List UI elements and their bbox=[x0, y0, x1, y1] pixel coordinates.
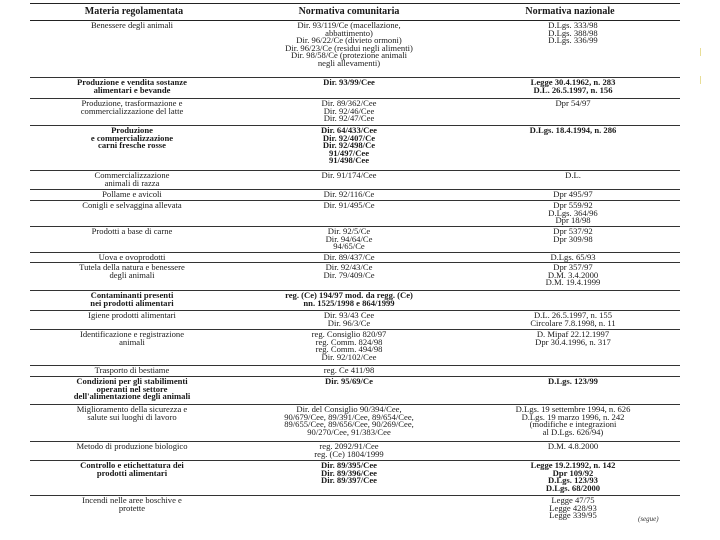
cell-line: alimentari e bevande bbox=[93, 84, 171, 95]
cell-line: dell'alimentazione degli animali bbox=[73, 391, 191, 402]
table-header bbox=[30, 3, 680, 21]
table-row bbox=[30, 201, 680, 227]
nazionale-cell bbox=[460, 330, 680, 365]
cell-line: D.Lgs. 123/93 bbox=[548, 475, 598, 486]
cell-line: Dir. 95/69/Ce bbox=[325, 377, 373, 386]
cell-line: operanti nel settore bbox=[96, 383, 168, 394]
materia-cell bbox=[30, 291, 238, 310]
cell-line: Contaminanti presenti bbox=[90, 291, 174, 300]
cell-line: 91/498/Cee bbox=[328, 155, 370, 166]
cell-line: (modifiche e integrazioni bbox=[529, 419, 617, 430]
nazionale-cell bbox=[460, 263, 680, 290]
cell-line: D.Lgs. 65/93 bbox=[550, 253, 596, 262]
table-row bbox=[30, 291, 680, 311]
cell-line: 90/270/Cee, 91/383/Cee bbox=[307, 426, 391, 437]
materia-cell bbox=[30, 496, 238, 522]
cell-line: negli allevamenti) bbox=[317, 57, 381, 68]
comunitaria-cell bbox=[238, 21, 460, 77]
cell-line: Metodo di produzione biologico bbox=[76, 442, 188, 451]
cell-line: Trasporto di bestiame bbox=[94, 366, 170, 375]
cell-line: Legge 47/75 bbox=[551, 496, 595, 505]
nazionale-cell bbox=[460, 461, 680, 495]
side-marks bbox=[700, 38, 702, 94]
materia-cell bbox=[30, 78, 238, 98]
cell-line: Benessere degli animali bbox=[90, 21, 174, 30]
cell-line: Dir. 93/119/Ce (macellazione, bbox=[297, 21, 401, 30]
comunitaria-cell bbox=[238, 201, 460, 226]
cell-line: Dpr 54/97 bbox=[555, 99, 591, 108]
cell-line: 89/655/Cee, 89/656/Cee, 90/269/Cee, bbox=[284, 419, 414, 430]
table-row bbox=[30, 461, 680, 496]
comunitaria-cell bbox=[238, 227, 460, 252]
cell-line: Dir. 96/22/Ce (divieto ormoni) bbox=[296, 35, 402, 46]
cell-line: Tutela della natura e benessere bbox=[79, 263, 185, 272]
cell-line: D.M. 19.4.1999 bbox=[545, 277, 601, 288]
cell-line: Dir. 91/174/Cee bbox=[321, 171, 377, 180]
cell-line: D.Lgs. 388/98 bbox=[548, 27, 598, 38]
nazionale-cell bbox=[460, 377, 680, 404]
cell-line: commercializzazione del latte bbox=[80, 105, 184, 116]
cell-line: 91/497/Cee bbox=[328, 147, 370, 158]
nazionale-cell bbox=[460, 21, 680, 77]
cell-line: al D.Lgs. 626/94) bbox=[542, 426, 604, 437]
cell-line: Legge 339/95 bbox=[549, 510, 597, 521]
cell-line: e commercializzazione bbox=[90, 132, 174, 143]
nazionale-cell bbox=[460, 253, 680, 262]
nazionale-cell bbox=[460, 190, 680, 200]
cell-line: Dir. 96/23/Ce (residui negli alimenti) bbox=[285, 42, 413, 53]
cell-line: Incendi nelle aree boschive e bbox=[82, 496, 182, 505]
comunitaria-cell bbox=[238, 496, 460, 522]
cell-line: Dir. 79/409/Ce bbox=[323, 269, 375, 280]
comunitaria-cell bbox=[238, 253, 460, 262]
cell-line: degli animali bbox=[109, 269, 155, 280]
cell-line: reg. (Ce) 194/97 mod. da regg. (Ce) bbox=[285, 291, 413, 300]
side-mark: | bbox=[700, 75, 702, 84]
materia-cell bbox=[30, 190, 238, 200]
materia-cell bbox=[30, 311, 238, 329]
materia-cell bbox=[30, 253, 238, 262]
cell-line: Dir. 92/498/Ce bbox=[322, 140, 376, 151]
cell-line: Commercializzazione bbox=[94, 171, 170, 180]
table-row bbox=[30, 21, 680, 78]
cell-line: reg. Comm. 824/98 bbox=[315, 336, 383, 347]
materia-cell bbox=[30, 405, 238, 441]
nazionale-cell bbox=[460, 366, 680, 376]
cell-line: Circolare 7.8.1998, n. 11 bbox=[530, 317, 616, 328]
cell-line: D.Lgs. 364/96 bbox=[548, 207, 598, 218]
comunitaria-cell bbox=[238, 377, 460, 404]
regulation-table bbox=[30, 3, 680, 522]
table-row bbox=[30, 227, 680, 253]
materia-cell bbox=[30, 171, 238, 189]
cell-line: carni fresche rosse bbox=[98, 140, 166, 151]
cell-line: Pollame e avicoli bbox=[102, 190, 162, 199]
cell-line: Dir. 89/362/Cee bbox=[321, 99, 377, 108]
cell-line: Dir. 92/47/Cee bbox=[323, 113, 375, 124]
cell-line: D.Lgs. 18.4.1994, n. 286 bbox=[529, 126, 617, 135]
cell-line: Dpr 18/98 bbox=[555, 215, 591, 226]
header-comunitaria: Normativa comunitaria bbox=[298, 6, 400, 17]
table-row bbox=[30, 405, 680, 442]
cell-line: Conigli e selvaggina allevata bbox=[82, 201, 182, 210]
side-mark: | bbox=[700, 47, 702, 56]
comunitaria-cell bbox=[238, 442, 460, 460]
nazionale-cell bbox=[460, 227, 680, 252]
cell-line: Dir. 92/407/Ce bbox=[322, 132, 376, 143]
comunitaria-cell bbox=[238, 190, 460, 200]
table-row bbox=[30, 496, 680, 522]
header-materia: Materia regolamentata bbox=[84, 6, 184, 17]
comunitaria-cell bbox=[238, 171, 460, 189]
cell-line: abbattimento) bbox=[325, 27, 373, 38]
cell-line: Dir. 98/58/Ce (protezione animali bbox=[291, 50, 407, 61]
cell-line: D.Lgs. 333/98 bbox=[548, 21, 598, 30]
materia-cell bbox=[30, 263, 238, 290]
cell-line: Produzione e vendita sostanze bbox=[77, 78, 187, 87]
nazionale-cell bbox=[460, 311, 680, 329]
cell-line: salute sui luoghi di lavoro bbox=[87, 411, 177, 422]
comunitaria-cell bbox=[238, 126, 460, 170]
materia-cell bbox=[30, 21, 238, 77]
materia-cell bbox=[30, 330, 238, 365]
table-row bbox=[30, 366, 680, 377]
cell-line: Identificazione e registrazione bbox=[79, 330, 185, 339]
cell-line: D.L. bbox=[565, 171, 581, 180]
table-row bbox=[30, 78, 680, 99]
nazionale-cell bbox=[460, 442, 680, 460]
comunitaria-cell bbox=[238, 405, 460, 441]
cell-line: 94/65/Ce bbox=[333, 241, 365, 252]
table-row bbox=[30, 311, 680, 330]
cell-line: Dpr 109/92 bbox=[552, 467, 594, 478]
header-nazionale: Normativa nazionale bbox=[525, 6, 615, 17]
cell-line: Dpr 357/97 bbox=[553, 263, 593, 272]
materia-cell bbox=[30, 227, 238, 252]
cell-line: nei prodotti alimentari bbox=[90, 297, 174, 308]
table-row bbox=[30, 99, 680, 126]
table-row bbox=[30, 190, 680, 201]
cell-line: Legge 30.4.1962, n. 283 bbox=[530, 78, 616, 87]
cell-line: Dpr 309/98 bbox=[553, 233, 593, 244]
materia-cell bbox=[30, 99, 238, 125]
comunitaria-cell bbox=[238, 99, 460, 125]
cell-line: Dir. 89/397/Cee bbox=[320, 475, 377, 486]
cell-line: Dir. 93/43 Cee bbox=[323, 311, 375, 320]
cell-line: Dir. 91/495/Ce bbox=[323, 201, 375, 210]
cell-line: reg. 2092/91/Cee bbox=[319, 442, 379, 451]
cell-line: D.Lgs. 68/2000 bbox=[545, 482, 601, 493]
materia-cell bbox=[30, 442, 238, 460]
cell-line: Dir. del Consiglio 90/394/Cee, bbox=[296, 405, 402, 414]
nazionale-cell bbox=[460, 291, 680, 310]
cell-line: Dpr 537/92 bbox=[553, 227, 593, 236]
cell-line: protette bbox=[118, 502, 146, 513]
cell-line: Dir. 89/437/Ce bbox=[323, 253, 375, 262]
comunitaria-cell bbox=[238, 291, 460, 310]
cell-line: Controllo e etichettatura dei bbox=[80, 461, 184, 470]
cell-line: Condizioni per gli stabilimenti bbox=[76, 377, 188, 386]
table-row bbox=[30, 330, 680, 366]
nazionale-cell bbox=[460, 201, 680, 226]
cell-line: D. Mipaf 22.12.1997 bbox=[536, 330, 610, 339]
cell-line: Dir. 92/102/Cee bbox=[321, 351, 377, 362]
cell-line: 90/679/Cee, 89/391/Cee, 89/654/Cee, bbox=[284, 411, 414, 422]
comunitaria-cell bbox=[238, 461, 460, 495]
cell-line: D.M. 3.4.2000 bbox=[547, 269, 599, 280]
cell-line: D.Lgs. 336/99 bbox=[548, 35, 598, 46]
cell-line: Dir. 89/395/Cee bbox=[320, 461, 377, 470]
materia-cell bbox=[30, 461, 238, 495]
table-row bbox=[30, 377, 680, 405]
cell-line: nn. 1525/1998 e 864/1999 bbox=[303, 297, 395, 308]
cell-line: Dir. 92/5/Ce bbox=[327, 227, 371, 236]
cell-line: reg. Ce 411/98 bbox=[323, 366, 375, 375]
cell-line: Dir. 92/43/Ce bbox=[325, 263, 373, 272]
materia-cell bbox=[30, 201, 238, 226]
nazionale-cell bbox=[460, 171, 680, 189]
cell-line: Dir. 96/3/Ce bbox=[327, 317, 371, 328]
cell-line: reg. Comm. 494/98 bbox=[315, 344, 383, 355]
cell-line: Dir. 89/396/Cee bbox=[320, 467, 377, 478]
cell-line: Legge 428/93 bbox=[549, 502, 597, 513]
cell-line: prodotti alimentari bbox=[96, 467, 168, 478]
cell-line: Prodotti a base di carne bbox=[91, 227, 173, 236]
cell-line: Dir. 92/46/Cee bbox=[323, 105, 375, 116]
materia-cell bbox=[30, 377, 238, 404]
nazionale-cell bbox=[460, 78, 680, 98]
cell-line: Produzione bbox=[111, 126, 153, 135]
cell-line: Dpr 559/92 bbox=[553, 201, 593, 210]
table-body bbox=[30, 21, 680, 522]
cell-line: D.Lgs. 19 settembre 1994, n. 626 bbox=[515, 405, 631, 414]
nazionale-cell bbox=[460, 126, 680, 170]
cell-line: D.L. 26.5.1997, n. 156 bbox=[533, 84, 613, 95]
cell-line: Dir. 92/116/Ce bbox=[323, 190, 375, 199]
cell-line: D.L. 26.5.1997, n. 155 bbox=[533, 311, 613, 320]
cell-line: D.M. 4.8.2000 bbox=[547, 442, 599, 451]
cell-line: Dir. 93/99/Cee bbox=[323, 78, 375, 87]
cell-line: D.Lgs. 123/99 bbox=[548, 377, 598, 386]
comunitaria-cell bbox=[238, 263, 460, 290]
cell-line: Uova e ovoprodotti bbox=[98, 253, 166, 262]
nazionale-cell bbox=[460, 99, 680, 125]
continuation-note: (segue) bbox=[638, 515, 659, 523]
materia-cell bbox=[30, 366, 238, 376]
comunitaria-cell bbox=[238, 78, 460, 98]
cell-line: Miglioramento della sicurezza e bbox=[76, 405, 188, 414]
cell-line: reg. (Ce) 1804/1999 bbox=[314, 448, 384, 459]
nazionale-cell bbox=[460, 405, 680, 441]
comunitaria-cell bbox=[238, 366, 460, 376]
table-row bbox=[30, 253, 680, 263]
cell-line: Legge 19.2.1992, n. 142 bbox=[530, 461, 616, 470]
cell-line: Dir. 64/433/Cee bbox=[320, 126, 377, 135]
table-row bbox=[30, 171, 680, 190]
cell-line: animali di razza bbox=[104, 177, 160, 188]
comunitaria-cell bbox=[238, 330, 460, 365]
table-row bbox=[30, 126, 680, 171]
cell-line: Produzione, trasformazione e bbox=[81, 99, 183, 108]
comunitaria-cell bbox=[238, 311, 460, 329]
materia-cell bbox=[30, 126, 238, 170]
cell-line: animali bbox=[119, 336, 145, 347]
cell-line: Dpr 495/97 bbox=[553, 190, 593, 199]
table-row bbox=[30, 263, 680, 291]
table-row bbox=[30, 442, 680, 461]
cell-line: Igiene prodotti alimentari bbox=[88, 311, 176, 320]
cell-line: Dpr 30.4.1996, n. 317 bbox=[535, 336, 611, 347]
cell-line: Dir. 94/64/Ce bbox=[325, 233, 373, 244]
cell-line: D.Lgs. 19 marzo 1996, n. 242 bbox=[521, 411, 625, 422]
cell-line: reg. Consiglio 820/97 bbox=[311, 330, 387, 339]
